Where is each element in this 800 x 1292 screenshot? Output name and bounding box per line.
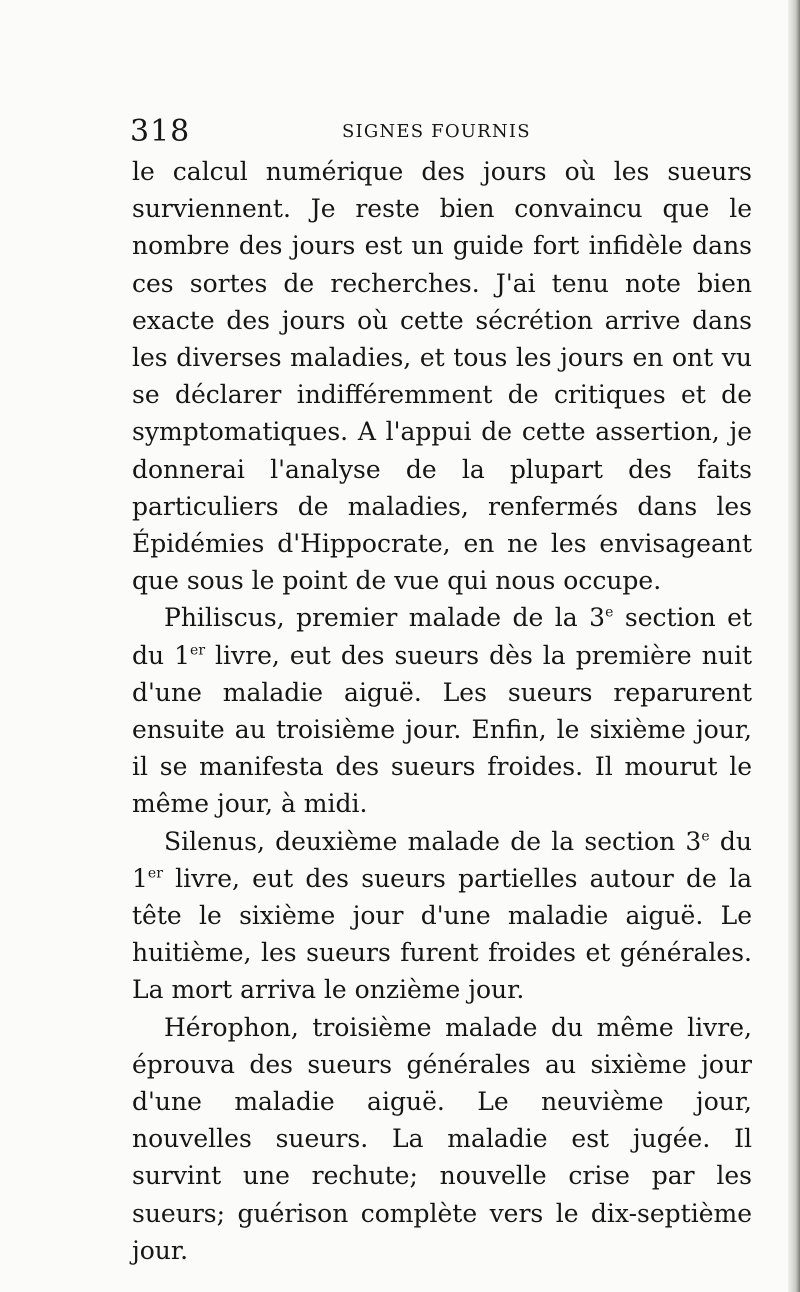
paragraph-text: Silenus, deuxième malade de la section 3 [164,826,702,856]
paragraph-text: section et du 1 [132,603,752,670]
superscript: er [147,865,163,882]
paragraph-text: Philiscus, premier malade de la 3 [164,603,606,633]
page-edge-shadow [788,0,800,1292]
body-text [132,153,752,1269]
paragraph-text: livre, eut des sueurs partielles autour de la tête le sixième jour d'une maladie aiguë. Le huitième, les sueurs furent froides et générales. La mort arriva le onzième jour. [132,863,752,1005]
page-number: 318 [130,114,191,149]
paragraph-philiscus [132,599,752,822]
paragraph-silenus [132,823,752,1009]
paragraph-herophon: Hérophon, troisième malade du même livre, éprouva des sueurs générales au sixième jour d'une maladie aiguë. Le neuvième jour, nouvelles sueurs. La maladie est jugée. Il survint une rechute; nouvelle crise par les sueurs; guérison complète vers le dix-septième jour. [132,1012,752,1265]
running-head: SIGNES FOURNIS [342,121,531,142]
paragraph-text: du 1 [132,826,752,893]
paragraph-text: livre, eut des sueurs dès la première nuit d'une maladie aiguë. Les sueurs reparurent ensuite au troisième jour. Enfin, le sixième jour, il se manifesta des sueurs froides. Il mourut le même jour, à midi. [132,640,752,819]
superscript: e [701,828,710,845]
paragraph-continuation: le calcul numérique des jours où les sueurs surviennent. Je reste bien convaincu que le nombre des jours est un guide fort infidèle dans ces sortes de recherches. J'ai tenu note bien exacte des jours où cette sécrétion arrive dans les diverses maladies, et tous les jours en ont vu se déclarer indifféremment de critiques et de symptomatiques. A l'appui de cette assertion, je donnerai l'analyse de la plupart des faits particuliers de maladies, renfermés dans les Épidémies d'Hippocrate, en ne les envisageant que sous le point de vue qui nous occupe. [132,157,752,596]
page-header [130,112,750,152]
superscript: er [190,642,206,659]
superscript: e [605,605,614,622]
